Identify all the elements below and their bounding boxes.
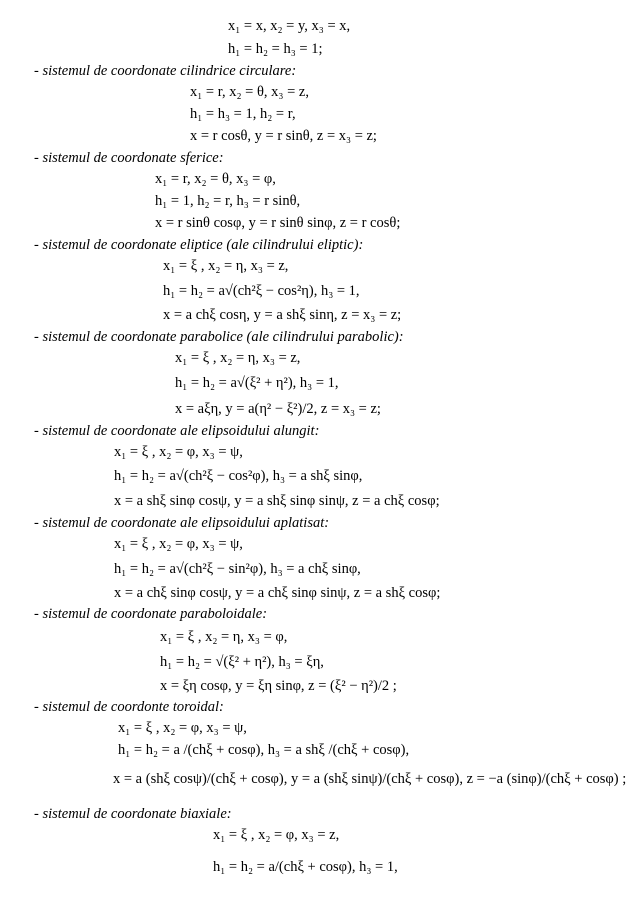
equation: h₁ = h₂ = √(ξ² + η²), h₃ = ξη, <box>160 654 324 670</box>
section-heading: - sistemul de coordonate sferice: <box>34 150 224 166</box>
section-heading: - sistemul de coordonte toroidal: <box>34 699 224 715</box>
section-heading-text: sistemul de coordonate ale elipsoidului alungit: <box>42 423 320 439</box>
section-heading: - sistemul de coordonate ale elipsoidului alungit: <box>34 423 320 439</box>
equation: h₁ = h₂ = a√(ch²ξ − cos²η), h₃ = 1, <box>163 283 360 299</box>
section-heading-text: sistemul de coordonate eliptice (ale cilindrului eliptic): <box>42 237 364 253</box>
equation: x₁ = r, x₂ = θ, x₃ = z, <box>190 84 309 100</box>
equation: x = ξη cosφ, y = ξη sinφ, z = (ξ² − η²)/2 ; <box>160 678 397 694</box>
section-heading: - sistemul de coordonate paraboloidale: <box>34 606 268 622</box>
equation: x₁ = ξ , x₂ = φ, x₃ = ψ, <box>114 536 243 552</box>
equation: x₁ = ξ , x₂ = η, x₃ = z, <box>163 258 289 274</box>
equation: x = a chξ sinφ cosψ, y = a chξ sinφ sinψ, z = a shξ cosφ; <box>114 585 441 601</box>
equation: x₁ = ξ , x₂ = φ, x₃ = ψ, <box>118 720 247 736</box>
equation: x = r sinθ cosφ, y = r sinθ sinφ, z = r cosθ; <box>155 215 401 231</box>
section-heading-text: sistemul de coordonate cilindrice circulare: <box>42 63 297 79</box>
equation: x = aξη, y = a(η² − ξ²)/2, z = x₃ = z; <box>175 401 381 417</box>
equation: x₁ = ξ , x₂ = φ, x₃ = z, <box>213 827 340 843</box>
equation: h₁ = 1, h₂ = r, h₃ = r sinθ, <box>155 193 301 209</box>
equation: x₁ = ξ , x₂ = η, x₃ = z, <box>175 350 301 366</box>
equation: h₁ = h₂ = a√(ch²ξ − cos²φ), h₃ = a shξ sinφ, <box>114 468 363 484</box>
equation: x = a chξ cosη, y = a shξ sinη, z = x₃ = z; <box>163 307 402 323</box>
section-heading-text: sistemul de coordonate parabolice (ale cilindrului parabolic): <box>42 329 404 345</box>
section-heading: - sistemul de coordonate cilindrice circulare: <box>34 63 297 79</box>
section-heading-text: sistemul de coordonate sferice: <box>42 150 224 166</box>
equation: x = r cosθ, y = r sinθ, z = x₃ = z; <box>190 128 377 144</box>
section-heading: - sistemul de coordonate biaxiale: <box>34 806 232 822</box>
equation: h₁ = h₂ = h₃ = 1; <box>228 41 323 57</box>
equation: x₁ = r, x₂ = θ, x₃ = φ, <box>155 171 276 187</box>
equation: h₁ = h₂ = a√(ch²ξ − sin²φ), h₃ = a chξ sinφ, <box>114 561 361 577</box>
equation: h₁ = h₃ = 1, h₂ = r, <box>190 106 296 122</box>
section-heading-text: sistemul de coordonate paraboloidale: <box>42 606 268 622</box>
equation: x = a shξ sinφ cosψ, y = a shξ sinφ sinψ, z = a chξ cosφ; <box>114 493 440 509</box>
equation: x₁ = x, x₂ = y, x₃ = x, <box>228 18 351 34</box>
equation: x = a (shξ cosψ)/(chξ + cosφ), y = a (shξ sinψ)/(chξ + cosφ), z = −a (sinφ)/(chξ + cosφ) ; <box>113 771 626 787</box>
section-heading-text: sistemul de coordonte toroidal: <box>42 699 224 715</box>
section-heading: - sistemul de coordonate ale elipsoidului aplatisat: <box>34 515 330 531</box>
equation: h₁ = h₂ = a√(ξ² + η²), h₃ = 1, <box>175 375 339 391</box>
section-heading: - sistemul de coordonate parabolice (ale cilindrului parabolic): <box>34 329 404 345</box>
equation: h₁ = h₂ = a/(chξ + cosφ), h₃ = 1, <box>213 859 398 875</box>
section-heading: - sistemul de coordonate eliptice (ale cilindrului eliptic): <box>34 237 364 253</box>
equation: x₁ = ξ , x₂ = φ, x₃ = ψ, <box>114 444 243 460</box>
section-heading-text: sistemul de coordonate ale elipsoidului aplatisat: <box>42 515 330 531</box>
section-heading-text: sistemul de coordonate biaxiale: <box>42 806 232 822</box>
equation: h₁ = h₂ = a /(chξ + cosφ), h₃ = a shξ /(chξ + cosφ), <box>118 742 410 758</box>
equation: x₁ = ξ , x₂ = η, x₃ = φ, <box>160 629 288 645</box>
